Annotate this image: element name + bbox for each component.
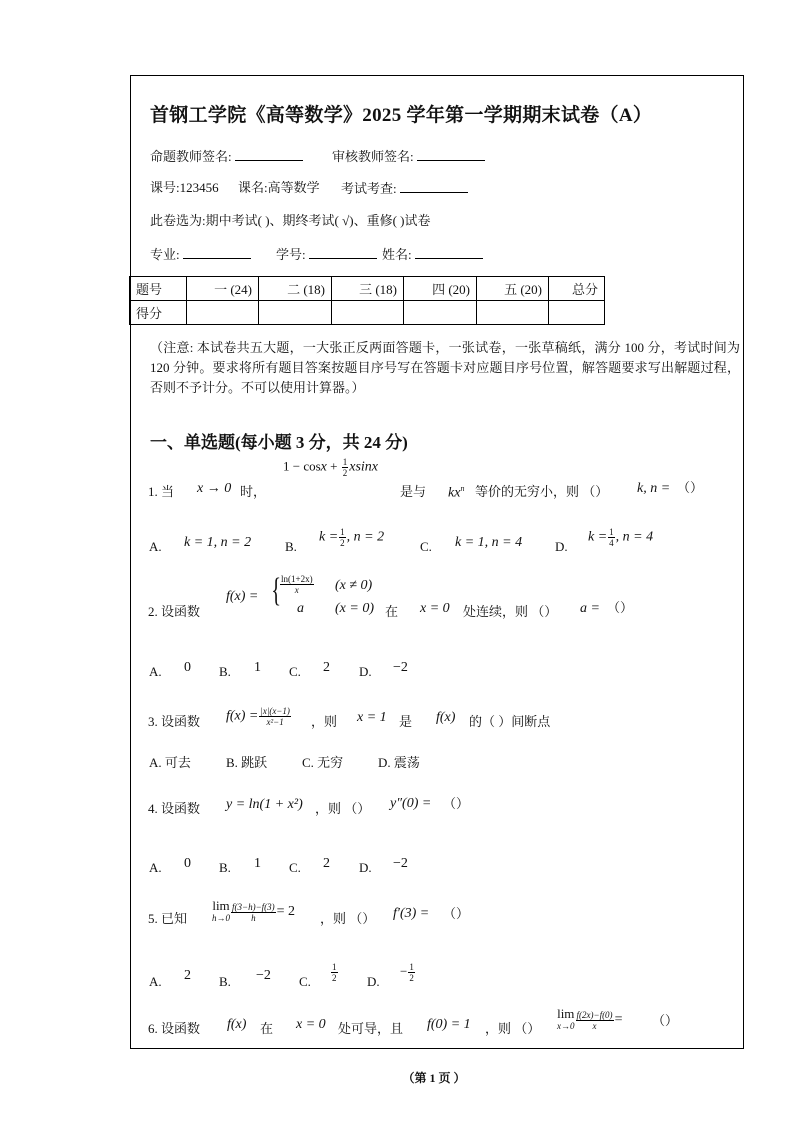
- option-value: 2: [323, 660, 330, 675]
- score-table-header-row: [130, 277, 605, 301]
- math-part: h→0: [212, 913, 230, 923]
- math-expr: a: [297, 601, 304, 616]
- section-heading: 一、单选题(每小题 3 分，共 24 分): [150, 433, 408, 452]
- score-cell[interactable]: [332, 301, 404, 325]
- reviewer-label: 审核教师签名:: [332, 149, 414, 164]
- limit: [557, 1008, 575, 1032]
- fraction: [331, 962, 338, 983]
- fraction: [259, 706, 291, 727]
- option-label[interactable]: B.: [285, 539, 297, 554]
- student-id-field[interactable]: [276, 246, 377, 263]
- name-field[interactable]: [382, 246, 483, 263]
- math-expr: f′(3) =: [393, 906, 430, 921]
- math-part: [415, 246, 483, 259]
- math-part: f(x) =: [226, 708, 259, 724]
- option-label[interactable]: A.: [149, 860, 162, 875]
- math-part: 2: [342, 468, 348, 478]
- option-value: [319, 527, 384, 548]
- question-text: ，则 （）: [315, 801, 371, 816]
- fraction: [342, 457, 349, 478]
- score-table: [129, 276, 605, 325]
- student-id-label: 学号:: [276, 247, 306, 262]
- page-number-footer: （第 1 页 ）: [402, 1071, 466, 1085]
- exam-notice: （注意: 本试卷共五大题，一大张正反两面答题卡，一张试卷，一张草稿纸，满分 100 分，考试时间为 120 分钟。要求将所有题目答案按题目序号写在答题卡对应题目序号位置，解答题要求写出解题过程，否则不予计分。不可以使用计算器。）: [150, 340, 740, 395]
- math-part: 1: [332, 962, 337, 972]
- fraction: [608, 527, 615, 548]
- score-cell[interactable]: [187, 301, 259, 325]
- math-part: {: [271, 572, 282, 609]
- course-no: 课号:123456: [150, 180, 219, 195]
- math-part: 4: [609, 538, 614, 548]
- score-header: 总分: [549, 277, 605, 301]
- math-part: , n = 2: [346, 529, 385, 545]
- score-header: 二 (18): [259, 277, 332, 301]
- score-header: 五 (20): [477, 277, 549, 301]
- math-expr: x → 0: [197, 481, 232, 496]
- option-label[interactable]: D.: [555, 539, 568, 554]
- math-part: k =: [588, 529, 608, 545]
- option-label[interactable]: D.: [359, 860, 372, 875]
- math-part: [309, 246, 377, 259]
- math-part: 1: [409, 962, 414, 972]
- math-part: +: [326, 458, 341, 474]
- option-value: −2: [393, 660, 408, 675]
- math-part: 1: [609, 527, 614, 537]
- score-header: 一 (24): [187, 277, 259, 301]
- math-part: f(3−h)−f(3): [232, 901, 275, 912]
- option-value: k = 1, n = 4: [455, 535, 523, 550]
- math-expr: f(x): [436, 710, 456, 725]
- course-name: 课名:高等数学: [238, 180, 320, 195]
- question-number: 4. 设函数: [148, 801, 201, 816]
- limit: [212, 900, 230, 924]
- question-number: 1. 当: [148, 484, 175, 499]
- math-expr: x = 0: [420, 601, 450, 616]
- score-header: 三 (18): [332, 277, 404, 301]
- option-label[interactable]: A.: [149, 974, 162, 989]
- question-text: ，则 （）: [485, 1021, 541, 1036]
- math-expr: [212, 900, 295, 924]
- option-label[interactable]: C.: [289, 860, 301, 875]
- math-part: kx: [448, 485, 461, 501]
- option-value: [588, 527, 653, 548]
- math-expr: x = 1: [357, 710, 387, 725]
- math-part: k =: [319, 529, 339, 545]
- math-part: −: [400, 963, 408, 979]
- option-b[interactable]: B. 跳跃: [226, 755, 268, 770]
- question-text: 在: [260, 1021, 274, 1036]
- math-part: x: [294, 585, 299, 595]
- math-expr: f(x) =: [226, 589, 259, 604]
- option-label[interactable]: A.: [149, 539, 162, 554]
- math-expr: [226, 706, 292, 727]
- major-label: 专业:: [150, 247, 180, 262]
- score-cell[interactable]: [549, 301, 605, 325]
- score-cell[interactable]: [259, 301, 332, 325]
- option-value: [400, 962, 416, 983]
- option-label[interactable]: B.: [219, 860, 231, 875]
- option-a[interactable]: A. 可去: [149, 755, 191, 770]
- option-value: k = 1, n = 2: [184, 535, 252, 550]
- option-label[interactable]: A.: [149, 664, 162, 679]
- name-label: 姓名:: [382, 247, 412, 262]
- math-part: lim: [557, 1006, 575, 1021]
- math-part: [183, 246, 251, 259]
- option-value: −2: [256, 968, 271, 983]
- major-field[interactable]: [150, 246, 251, 263]
- math-part: 1 − cos: [283, 458, 321, 474]
- score-row: [130, 301, 605, 325]
- fraction: [408, 962, 415, 983]
- question-number: 6. 设函数: [148, 1021, 201, 1036]
- score-cell[interactable]: [404, 301, 477, 325]
- option-label[interactable]: D.: [367, 974, 380, 989]
- fraction: [339, 527, 346, 548]
- math-expr: f(x): [227, 1017, 247, 1032]
- setter-signature-field[interactable]: [150, 148, 303, 165]
- reviewer-signature-field[interactable]: [332, 148, 485, 165]
- question-text: 等价的无穷小，则 （）: [475, 484, 609, 499]
- answer-blank[interactable]: （）: [652, 1013, 679, 1028]
- math-expr: y = ln(1 + x²): [226, 797, 303, 812]
- score-header: 题号: [130, 277, 187, 301]
- question-text: 处连续，则 （）: [463, 604, 558, 619]
- math-expr: f(0) = 1: [427, 1017, 471, 1032]
- exam-type-field[interactable]: [341, 180, 468, 197]
- math-part: 1: [342, 457, 348, 467]
- option-value: 1: [254, 856, 261, 871]
- question-text: ，则 （）: [320, 911, 376, 926]
- math-part: 2: [409, 973, 414, 983]
- option-c[interactable]: C. 无穷: [302, 755, 344, 770]
- answer-blank[interactable]: （）: [677, 480, 704, 495]
- math-expr: y″(0) =: [390, 796, 432, 811]
- math-part: 2: [332, 973, 337, 983]
- math-part: [417, 148, 485, 161]
- question-text: ，则: [311, 714, 338, 729]
- fraction: [231, 902, 276, 923]
- option-label[interactable]: C.: [420, 539, 432, 554]
- math-expr: [557, 1008, 622, 1032]
- math-expr: [283, 457, 378, 478]
- option-value: 1: [254, 660, 261, 675]
- math-expr: $kx^n$: [448, 484, 465, 501]
- question-text: 时，: [240, 484, 267, 499]
- question-text: 是: [399, 714, 413, 729]
- option-label[interactable]: B.: [219, 974, 231, 989]
- math-part: 2: [340, 538, 345, 548]
- question-number: 2. 设函数: [148, 604, 201, 619]
- math-part: 1: [340, 527, 345, 537]
- math-part: x²−1: [266, 717, 284, 727]
- math-expr: (x ≠ 0): [335, 578, 373, 593]
- option-d[interactable]: D. 震荡: [378, 755, 420, 770]
- option-value: 2: [323, 856, 330, 871]
- exam-title: 首钢工学院《高等数学》2025 学年第一学期期末试卷（A）: [150, 105, 653, 126]
- option-label[interactable]: D.: [359, 664, 372, 679]
- math-expr: a =: [580, 601, 600, 616]
- math-expr: (x = 0): [335, 601, 374, 616]
- math-part: ln(1+2x): [281, 574, 313, 584]
- option-label[interactable]: C.: [299, 974, 311, 989]
- option-value: −2: [393, 856, 408, 871]
- option-value: 2: [184, 968, 191, 983]
- question-text: 处可导，且: [338, 1021, 404, 1036]
- math-part: xsinx: [349, 459, 378, 475]
- option-label[interactable]: B.: [219, 664, 231, 679]
- question-text: 是与: [400, 484, 427, 499]
- math-expr: x = 0: [296, 1017, 326, 1032]
- option-label[interactable]: C.: [289, 664, 301, 679]
- math-part: h: [251, 912, 256, 923]
- answer-blank[interactable]: （）: [607, 600, 634, 615]
- paper-type: 此卷选为:期中考试( )、期终考试( √)、重修( )试卷: [150, 213, 431, 228]
- math-part: =: [614, 1012, 623, 1028]
- math-part: x: [592, 1020, 597, 1031]
- math-part: [400, 180, 468, 193]
- math-expr: [279, 574, 315, 595]
- fraction: [280, 574, 314, 595]
- question-number: 5. 已知: [148, 911, 188, 926]
- setter-label: 命题教师签名:: [150, 149, 232, 164]
- option-value: 0: [184, 856, 191, 871]
- question-text: 在: [385, 604, 399, 619]
- answer-blank[interactable]: （）: [443, 906, 470, 921]
- math-part: x→0: [557, 1021, 575, 1031]
- math-expr: k, n =: [637, 481, 671, 496]
- math-part: f(2x)−f(0): [576, 1009, 613, 1020]
- math-part: = 2: [276, 904, 296, 920]
- fraction: [576, 1010, 614, 1031]
- math-part: , n = 4: [615, 529, 654, 545]
- math-part: [235, 148, 303, 161]
- math-part: |x|(x−1): [260, 706, 290, 716]
- option-value: 0: [184, 660, 191, 675]
- score-cell[interactable]: [477, 301, 549, 325]
- score-header: 四 (20): [404, 277, 477, 301]
- answer-blank[interactable]: （）: [443, 796, 470, 811]
- math-part: lim: [212, 898, 230, 913]
- question-text: 的（ ）间断点: [469, 714, 551, 729]
- question-number: 3. 设函数: [148, 714, 201, 729]
- option-value: [330, 962, 339, 983]
- exam-type-label: 考试考查:: [341, 181, 397, 196]
- score-row-label: 得分: [130, 301, 187, 325]
- math-part: x: [320, 459, 327, 475]
